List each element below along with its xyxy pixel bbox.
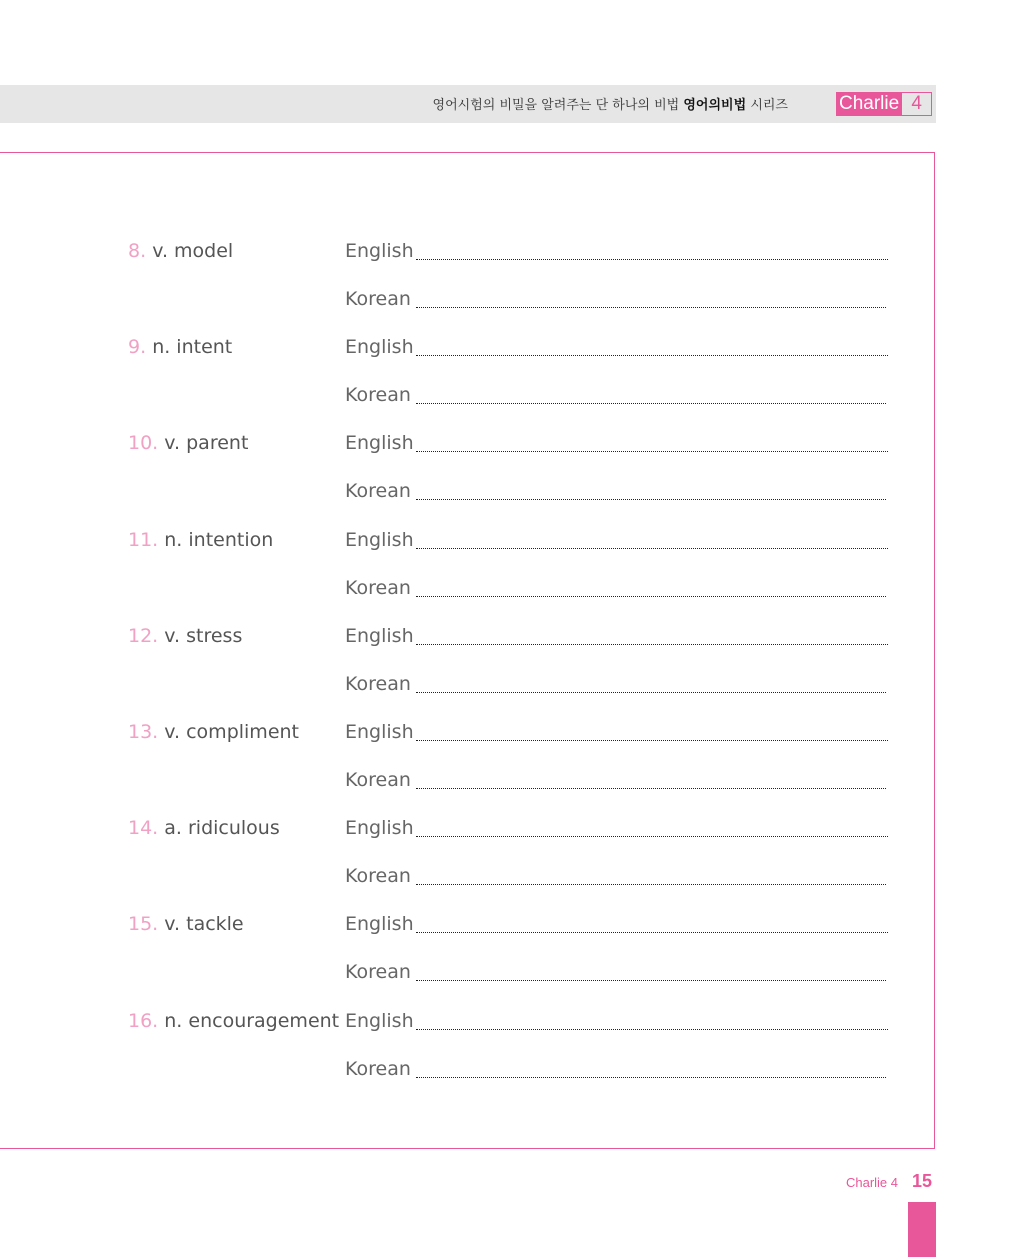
english-answer-line[interactable]: [416, 932, 888, 933]
entry-number: 9.: [128, 336, 147, 358]
korean-label: Korean: [345, 769, 411, 791]
entry-term: [128, 721, 299, 743]
english-label: English: [345, 336, 414, 358]
korean-label: Korean: [345, 480, 411, 502]
english-answer-line[interactable]: [416, 259, 888, 260]
footer-book-label: Charlie 4: [845, 1175, 898, 1190]
korean-answer-line[interactable]: [416, 596, 886, 597]
entry-word: v. parent: [164, 432, 249, 454]
header-band: [0, 85, 936, 123]
entry-number: 16.: [128, 1010, 159, 1032]
english-label: English: [345, 625, 414, 647]
korean-label: Korean: [345, 384, 411, 406]
entry-term: [128, 817, 280, 839]
series-title-bold: 영어의비법: [683, 98, 747, 113]
entry-word: v. tackle: [164, 913, 244, 935]
korean-label: Korean: [345, 288, 411, 310]
entry-term: [128, 240, 233, 262]
korean-label: Korean: [345, 865, 411, 887]
entry-term: [128, 913, 244, 935]
brand-name: Charlie: [837, 93, 902, 115]
korean-label: Korean: [345, 961, 411, 983]
series-title-prefix: 영어시험의 비밀을 알려주는 단 하나의 비법: [432, 98, 680, 113]
entry-number: 11.: [128, 529, 159, 551]
korean-answer-line[interactable]: [416, 307, 886, 308]
korean-answer-line[interactable]: [416, 980, 886, 981]
korean-answer-line[interactable]: [416, 403, 886, 404]
series-title: [433, 94, 788, 113]
english-label: English: [345, 240, 414, 262]
entry-number: 14.: [128, 817, 159, 839]
english-answer-line[interactable]: [416, 355, 888, 356]
english-answer-line[interactable]: [416, 548, 888, 549]
english-label: English: [345, 1010, 414, 1032]
english-label: English: [345, 432, 414, 454]
entry-word: n. intention: [164, 529, 274, 551]
korean-answer-line[interactable]: [416, 692, 886, 693]
korean-answer-line[interactable]: [416, 499, 886, 500]
english-answer-line[interactable]: [416, 451, 888, 452]
entry-number: 10.: [128, 432, 159, 454]
entry-number: 8.: [128, 240, 147, 262]
brand-badge: [836, 92, 932, 116]
series-title-suffix: 시리즈: [750, 98, 788, 113]
entry-term: [128, 1010, 339, 1032]
korean-label: Korean: [345, 673, 411, 695]
korean-label: Korean: [345, 1058, 411, 1080]
english-answer-line[interactable]: [416, 740, 888, 741]
korean-answer-line[interactable]: [416, 884, 886, 885]
english-label: English: [345, 913, 414, 935]
content-frame: [0, 152, 935, 1149]
entry-word: v. model: [152, 240, 234, 262]
english-answer-line[interactable]: [416, 1029, 888, 1030]
page-number: 15: [912, 1171, 933, 1191]
entry-term: [128, 432, 248, 454]
entry-word: n. intent: [152, 336, 233, 358]
english-label: English: [345, 721, 414, 743]
entry-word: v. stress: [164, 625, 243, 647]
entry-term: [128, 625, 242, 647]
english-answer-line[interactable]: [416, 836, 888, 837]
entry-number: 12.: [128, 625, 159, 647]
footer-tab-marker: [908, 1202, 936, 1257]
entry-term: [128, 529, 273, 551]
korean-answer-line[interactable]: [416, 1077, 886, 1078]
entry-number: 15.: [128, 913, 159, 935]
english-answer-line[interactable]: [416, 644, 888, 645]
entry-word: a. ridiculous: [164, 817, 280, 839]
entry-number: 13.: [128, 721, 159, 743]
entry-term: [128, 336, 232, 358]
english-label: English: [345, 529, 414, 551]
entry-word: n. encouragement: [164, 1010, 340, 1032]
english-label: English: [345, 817, 414, 839]
korean-answer-line[interactable]: [416, 788, 886, 789]
entry-word: v. compliment: [164, 721, 300, 743]
brand-number: 4: [911, 93, 922, 114]
korean-label: Korean: [345, 577, 411, 599]
